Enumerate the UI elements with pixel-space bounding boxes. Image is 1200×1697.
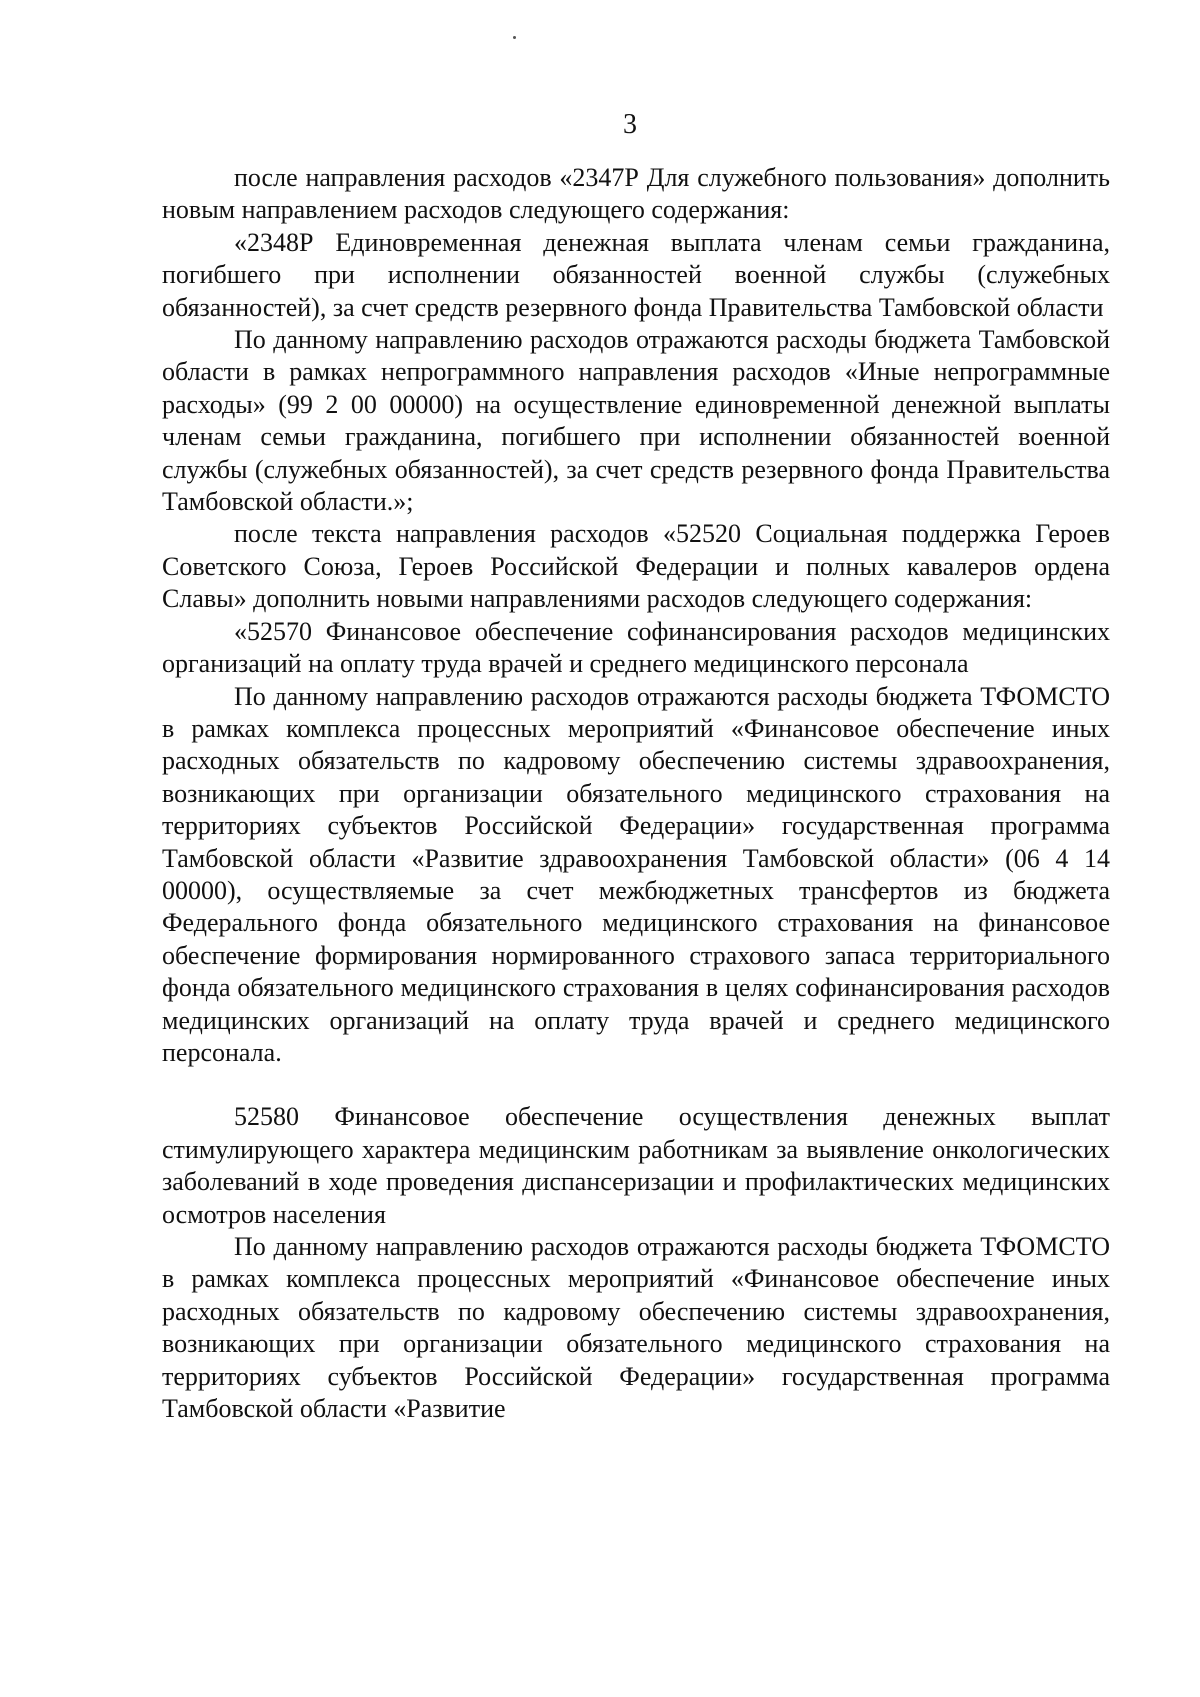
page-number: 3: [623, 109, 637, 140]
paragraph-after-52520: после текста направления расходов «52520 Социальная поддержка Героев Советского Союза, Героев Российской Федерации и полных кавалеров ордена Славы» дополнить новыми направлениями расходов следующего содержания:: [162, 519, 1110, 614]
paragraph-52570-description: По данному направлению расходов отражаются расходы бюджета ТФОМСТО в рамках комплекса процессных мероприятий «Финансовое обеспечение иных расходных обязательств по кадровому обеспечению системы здравоохранения, возникающих при организации обязательного медицинского страхования на территориях субъектов Российской Федерации» государственная программа Тамбовской области «Развитие здравоохранения Тамбовской области» (06 4 14 00000), осуществляемые за счет межбюджетных трансфертов из бюджета Федерального фонда обязательного медицинского страхования на финансовое обеспечение формирования нормированного страхового запаса территориального фонда обязательного медицинского страхования в целях софинансирования расходов медицинских организаций на оплату труда врачей и среднего медицинского персонала.: [162, 681, 1110, 1067]
paragraph-52580-heading: 52580 Финансовое обеспечение осуществления денежных выплат стимулирующего характера медицинским работникам за выявление онкологических заболеваний в ходе проведения диспансеризации и профилактических медицинских осмотров населения: [162, 1102, 1110, 1229]
paragraph-after-2347r: после направления расходов «2347Р Для служебного пользования» дополнить новым направлением расходов следующего содержания:: [162, 163, 1110, 225]
scan-speck: [513, 36, 516, 39]
document-body: [162, 162, 1110, 1425]
paragraph-52570-heading: «52570 Финансовое обеспечение софинансирования расходов медицинских организаций на оплату труда врачей и среднего медицинского персонала: [162, 616, 1110, 679]
paragraph-52580-description: По данному направлению расходов отражаются расходы бюджета ТФОМСТО в рамках комплекса процессных мероприятий «Финансовое обеспечение иных расходных обязательств по кадровому обеспечению системы здравоохранения, возникающих при организации обязательного медицинского страхования на территориях субъектов Российской Федерации» государственная программа Тамбовской области «Развитие: [162, 1232, 1110, 1424]
paragraph-2348r-description: По данному направлению расходов отражаются расходы бюджета Тамбовской области в рамках непрограммного направления расходов «Иные непрограммные расходы» (99 2 00 00000) на осуществление единовременной денежной выплаты членам семьи гражданина, погибшего при исполнении обязанностей военной службы (служебных обязанностей), за счет средств резервного фонда Правительства Тамбовской области.»;: [162, 325, 1110, 517]
paragraph-2348r-heading: «2348Р Единовременная денежная выплата членам семьи гражданина, погибшего при исполнении обязанностей военной службы (служебных обязанностей), за счет средств резервного фонда Правительства Тамбовской области: [162, 227, 1110, 322]
